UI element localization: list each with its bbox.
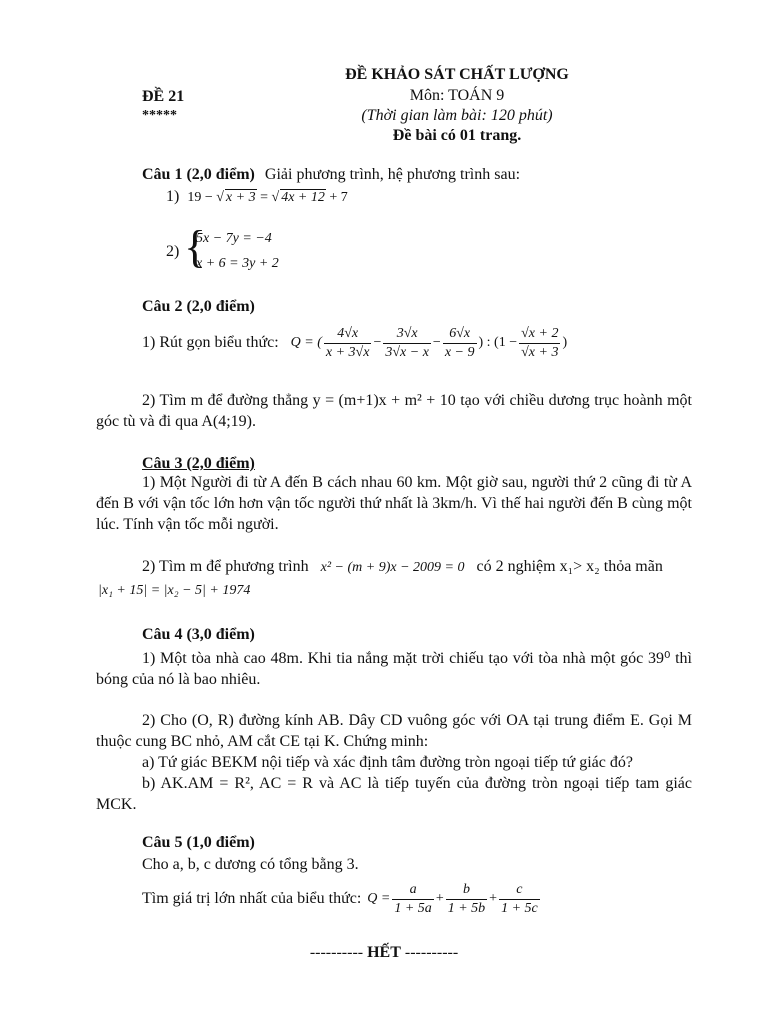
question-3-part-1: 1) Một Người đi từ A đến B cách nhau 60 km. Một giờ sau, người thứ 2 cũng đi từ A đến B với vận tốc lớn hơn vận tốc người thứ nhất là 3km/h. Vì thế hai người đến B cùng một lúc. Tính vận tốc mỗi người.	[96, 474, 692, 533]
question-3-heading: Câu 3 (2,0 điểm)	[142, 455, 255, 472]
question-1-heading: Câu 1 (2,0 điểm)	[142, 166, 255, 183]
exam-subject: Môn: TOÁN 9	[409, 87, 505, 104]
question-4-part-2: 2) Cho (O, R) đường kính AB. Dây CD vuông góc với OA tại trung điểm E. Gọi M thuộc cung BC nhỏ, AM cắt CE tại K. Chứng minh:	[96, 712, 692, 750]
question-2-part-2: 2) Tìm m để đường thẳng y = (m+1)x + m² + 10 tạo với chiều dương trục hoành một góc tù và đi qua A(4;19).	[96, 392, 692, 430]
radicand-1: x + 3	[225, 190, 256, 205]
expression-Q: Q = ( $\frac{4√x}{x + 3√x}$ − $\frac{3√x}{3√x - x}$ − $\frac{6√x}{x - 9}$ ) : (1 − $\frac{√x + 2}{√x + 3}$ )	[290, 325, 568, 360]
exam-duration: (Thời gian làm bài: 120 phút)	[361, 107, 553, 124]
part-number: 1)	[166, 188, 180, 205]
question-5-heading: Câu 5 (1,0 điểm)	[142, 834, 255, 851]
quadratic-equation: x² − (m + 9)x − 2009 = 0	[320, 560, 465, 575]
system-equation-2: x + 6 = 3y + 2	[196, 256, 279, 271]
question-1-heading-line	[142, 166, 520, 184]
question-4-part-2b: b) AK.AM = R², AC = R và AC là tiếp tuyến của đường tròn ngoại tiếp tam giác MCK.	[96, 775, 692, 813]
radicand-2: 4x + 12	[281, 190, 325, 205]
equation-1: 19 − √ x + 3 = √ 4x + 12 + 7	[187, 190, 347, 205]
question-2-part-1	[142, 318, 567, 368]
question-2-part-1-text: 1) Rút gọn biểu thức:	[142, 334, 279, 351]
question-1-part-2-number: 2)	[166, 243, 180, 260]
question-3-part-2-line: 2) Tìm m để phương trình x² − (m + 9)x − 2009 = 0 có 2 nghiệm x₁> x₂ thỏa mãn	[142, 558, 663, 575]
question-1-part-1	[166, 188, 348, 206]
end-label: HẾT	[367, 944, 401, 961]
stars-decoration: *****	[142, 108, 177, 123]
root-condition: |x₁ + 15| = |x₂ − 5| + 1974	[98, 583, 251, 598]
system-brace: {	[184, 221, 207, 272]
question-4-part-1: 1) Một tòa nhà cao 48m. Khi tia nắng mặt trời chiếu tạo với tòa nhà một góc 39⁰ thì bóng của nó là bao nhiêu.	[96, 650, 692, 688]
system-equation-1: 5x − 7y = −4	[196, 231, 272, 246]
question-4-part-2a: a) Tứ giác BEKM nội tiếp và xác định tâm đường tròn ngoại tiếp tứ giác đó?	[142, 754, 633, 771]
question-2-heading: Câu 2 (2,0 điểm)	[142, 298, 255, 315]
expression-Q-max: Q = $\frac{a}{1 + 5a}$ + $\frac{b}{1 + 5b}$ + $\frac{c}{1 + 5c}$	[367, 881, 538, 916]
exam-number: ĐỀ 21	[142, 88, 185, 105]
question-4-heading: Câu 4 (3,0 điểm)	[142, 626, 255, 643]
question-1-intro: Giải phương trình, hệ phương trình sau:	[264, 166, 521, 183]
exam-title: ĐỀ KHẢO SÁT CHẤT LƯỢNG	[345, 66, 569, 83]
question-5-line-2: Tìm giá trị lớn nhất của biểu thức: Q = $\frac{a}{1 + 5a}$ + $\frac{b}{1 + 5b}$ + $\frac{c}{1 + 5c}$	[142, 876, 542, 922]
end-marker: ---------- HẾT ----------	[309, 944, 459, 961]
page-count-note: Đề bài có 01 trang.	[392, 127, 522, 144]
question-5-line-1: Cho a, b, c dương có tổng bằng 3.	[142, 856, 359, 873]
